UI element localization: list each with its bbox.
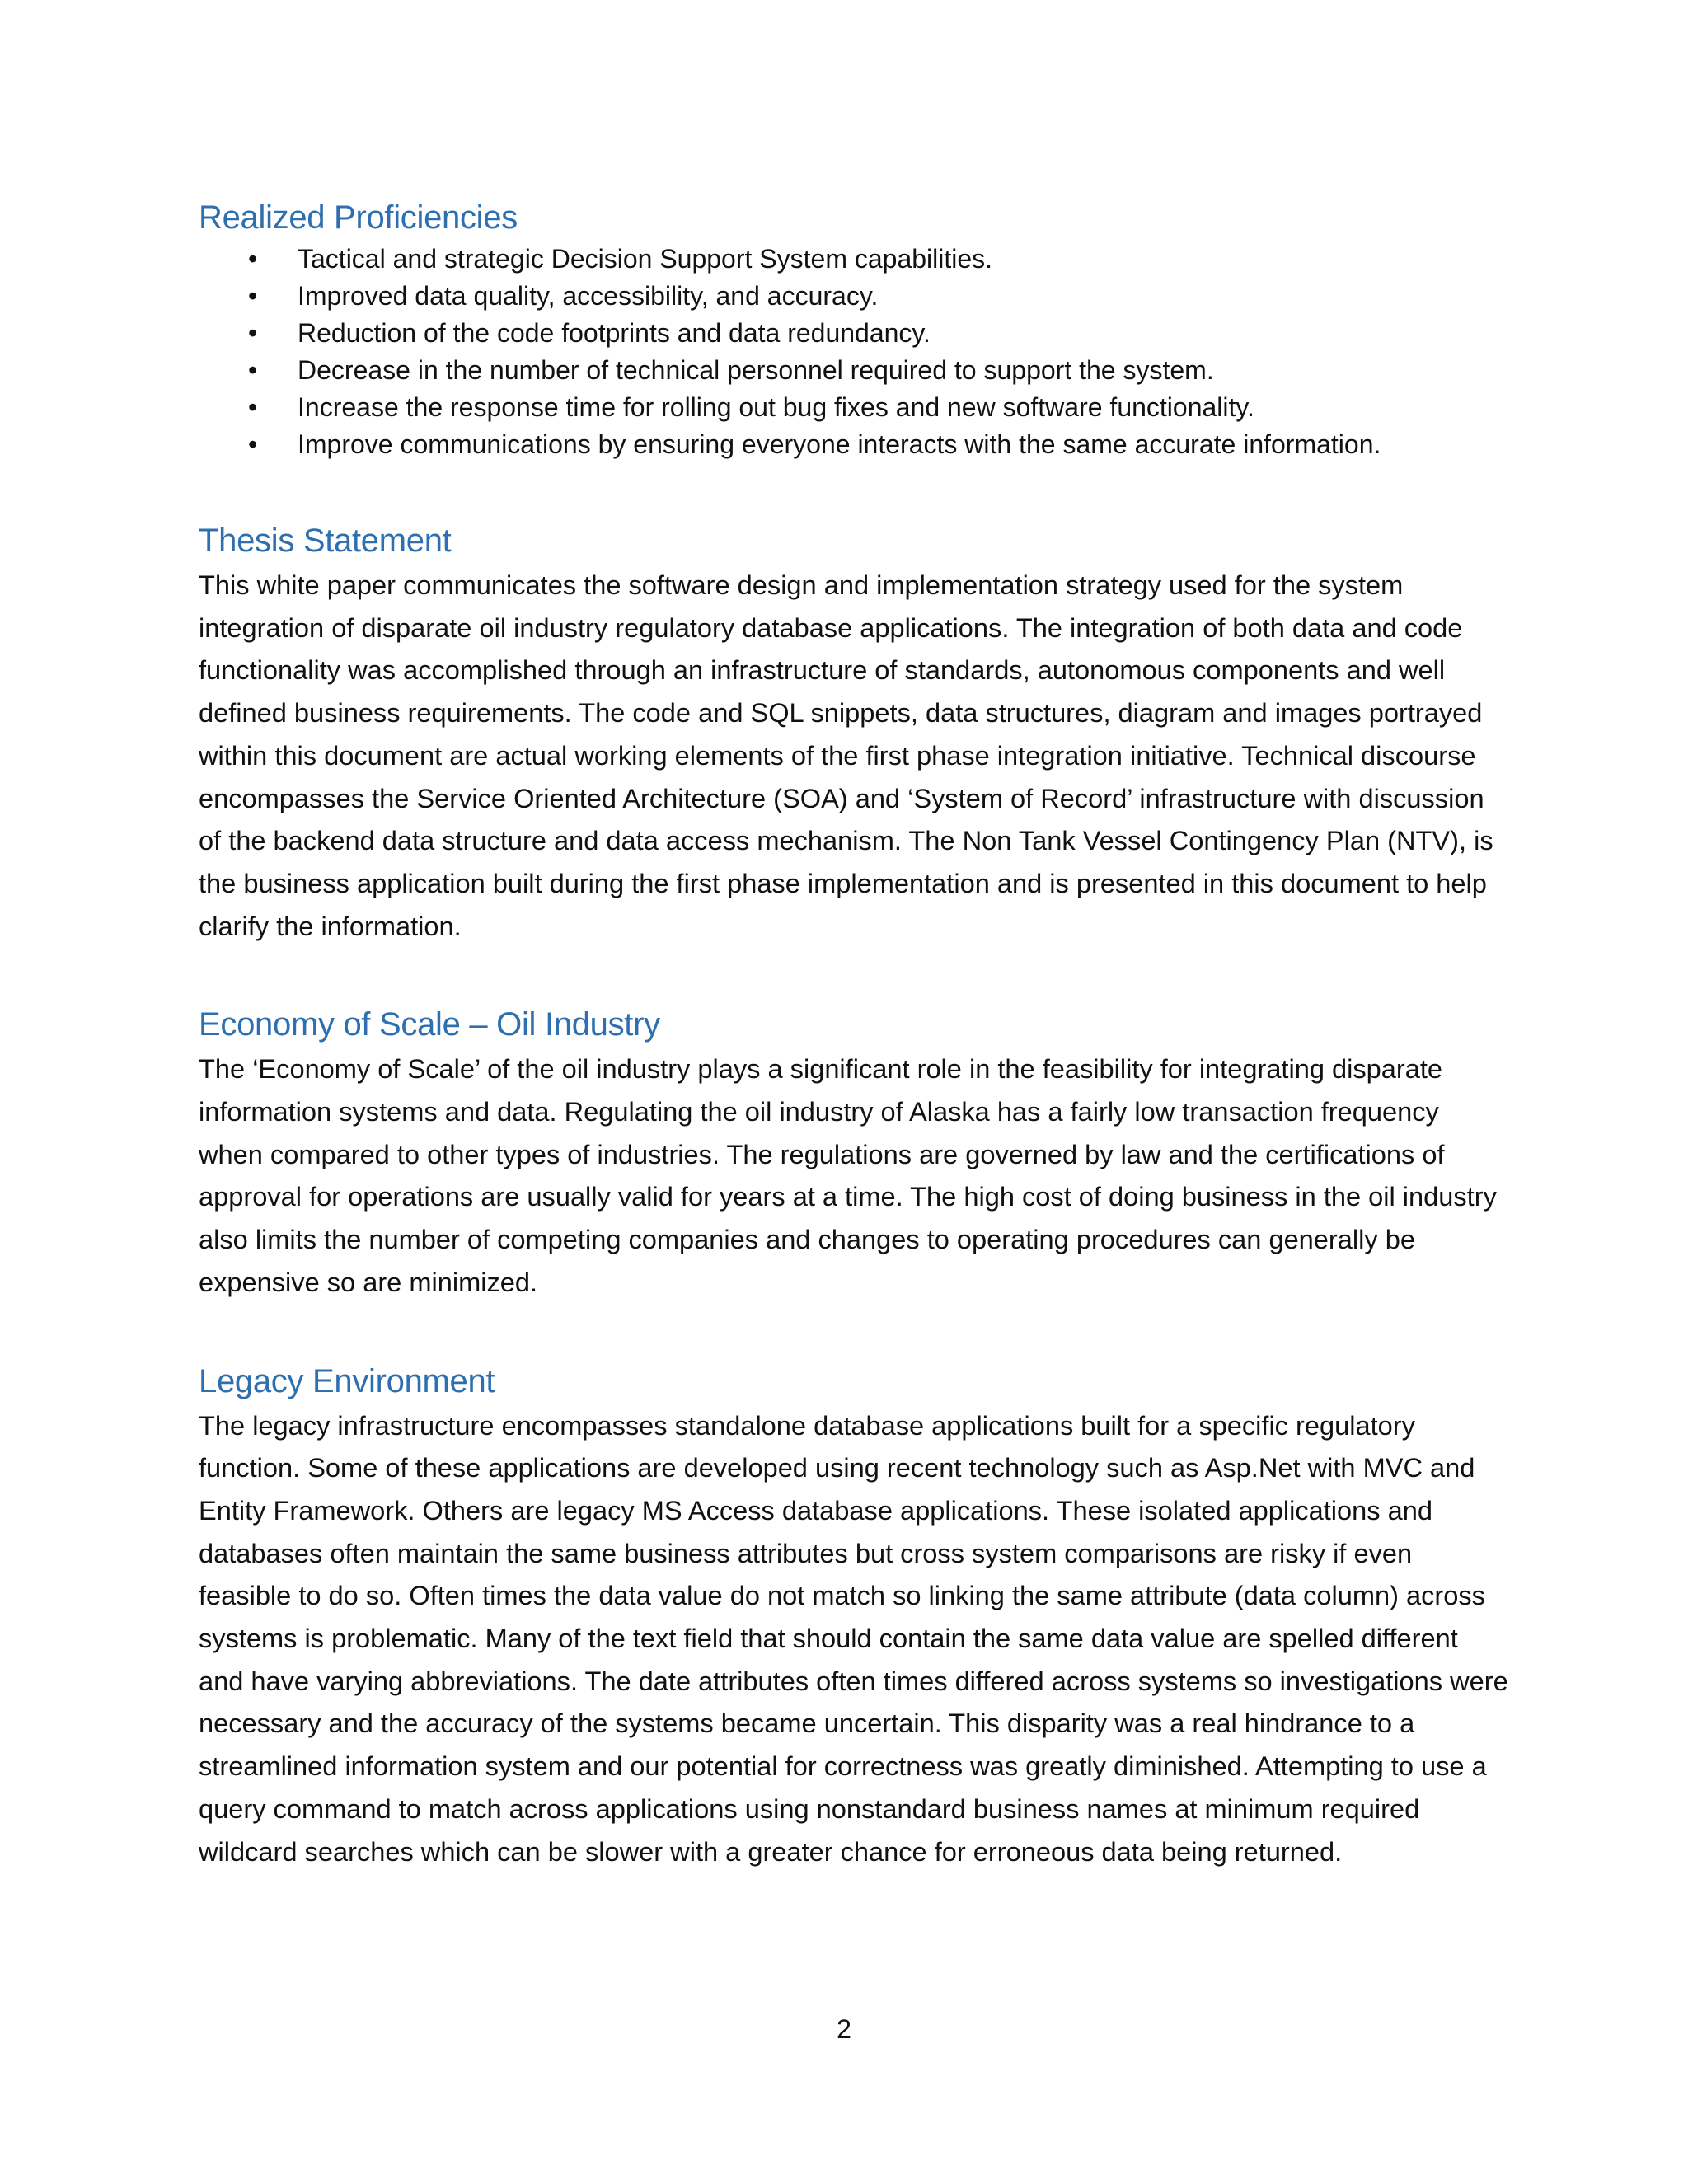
page-number: 2 bbox=[837, 2014, 851, 2044]
list-item bbox=[199, 278, 1509, 315]
thesis-paragraph: This white paper communicates the software design and implementation strategy used for the system integration of disparate oil industry regulatory database applications. The integration of both data and code functionality was accomplished through an infrastructure of standards, autonomous components and well defined business requirements. The code and SQL snippets, data structures, diagram and images portrayed within this document are actual working elements of the first phase integration initiative. Technical discourse encompasses the Service Oriented Architecture (SOA) and ‘System of Record’ infrastructure with discussion of the backend data structure and data access mechanism. The Non Tank Vessel Contingency Plan (NTV), is the business application built during the first phase implementation and is presented in this document to help clarify the information. bbox=[199, 569, 1493, 941]
list-item-text: Tactical and strategic Decision Support System capabilities. bbox=[298, 244, 993, 274]
list-item-text: Decrease in the number of technical personnel required to support the system. bbox=[298, 355, 1214, 385]
section-realized-proficiencies bbox=[199, 198, 1509, 463]
heading-legacy-environment: Legacy Environment bbox=[199, 1362, 495, 1399]
list-item bbox=[199, 352, 1509, 389]
bullet-icon: • bbox=[248, 392, 258, 422]
heading-economy-of-scale: Economy of Scale – Oil Industry bbox=[199, 1006, 660, 1043]
legacy-paragraph: The legacy infrastructure encompasses standalone database applications built for a specific regulatory function. Some of these applications are developed using recent technology such as Asp.Net with MVC and Entity Framework. Others are legacy MS Access database applications. These isolated applications and databases often maintain the same business attributes but cross system comparisons are risky if even feasible to do so. Often times the data value do not match so linking the same attribute (data column) across systems is problematic. Many of the text field that should contain the same data value are spelled different and have varying abbreviations. The date attributes often times differed across systems so investigations were necessary and the accuracy of the systems became uncertain. This disparity was a real hindrance to a streamlined information system and our potential for correctness was greatly diminished. Attempting to use a query command to match across applications using nonstandard business names at minimum required wildcard searches which can be slower with a greater chance for erroneous data being returned. bbox=[199, 1409, 1508, 1867]
section-economy-of-scale bbox=[199, 1005, 1509, 1303]
bullet-icon: • bbox=[248, 244, 258, 274]
list-item-text: Improve communications by ensuring everyone interacts with the same accurate information. bbox=[298, 429, 1381, 459]
economy-paragraph: The ‘Economy of Scale’ of the oil industry plays a significant role in the feasibility for integrating disparate information systems and data. Regulating the oil industry of Alaska has a fairly low transaction frequency when compared to other types of industries. The regulations are governed by law and the certifications of approval for operations are usually valid for years at a time. The high cost of doing business in the oil industry also limits the number of competing companies and changes to operating procedures can generally be expensive so are minimized. bbox=[199, 1053, 1497, 1297]
proficiencies-list bbox=[199, 241, 1509, 463]
list-item bbox=[199, 389, 1509, 426]
document-page bbox=[199, 198, 1509, 1872]
bullet-icon: • bbox=[248, 355, 258, 385]
section-thesis-statement bbox=[199, 521, 1509, 947]
list-item-text: Improved data quality, accessibility, and accuracy. bbox=[298, 281, 879, 311]
section-legacy-environment bbox=[199, 1361, 1509, 1873]
bullet-icon: • bbox=[248, 318, 258, 348]
list-item-text: Reduction of the code footprints and data redundancy. bbox=[298, 318, 931, 348]
list-item-text: Increase the response time for rolling out bug fixes and new software functionality. bbox=[298, 392, 1254, 422]
heading-thesis-statement: Thesis Statement bbox=[199, 523, 452, 559]
bullet-icon: • bbox=[248, 281, 258, 311]
heading-realized-proficiencies: Realized Proficiencies bbox=[199, 199, 518, 236]
list-item bbox=[199, 426, 1509, 463]
bullet-icon: • bbox=[248, 429, 258, 459]
list-item bbox=[199, 315, 1509, 352]
list-item bbox=[199, 241, 1509, 278]
